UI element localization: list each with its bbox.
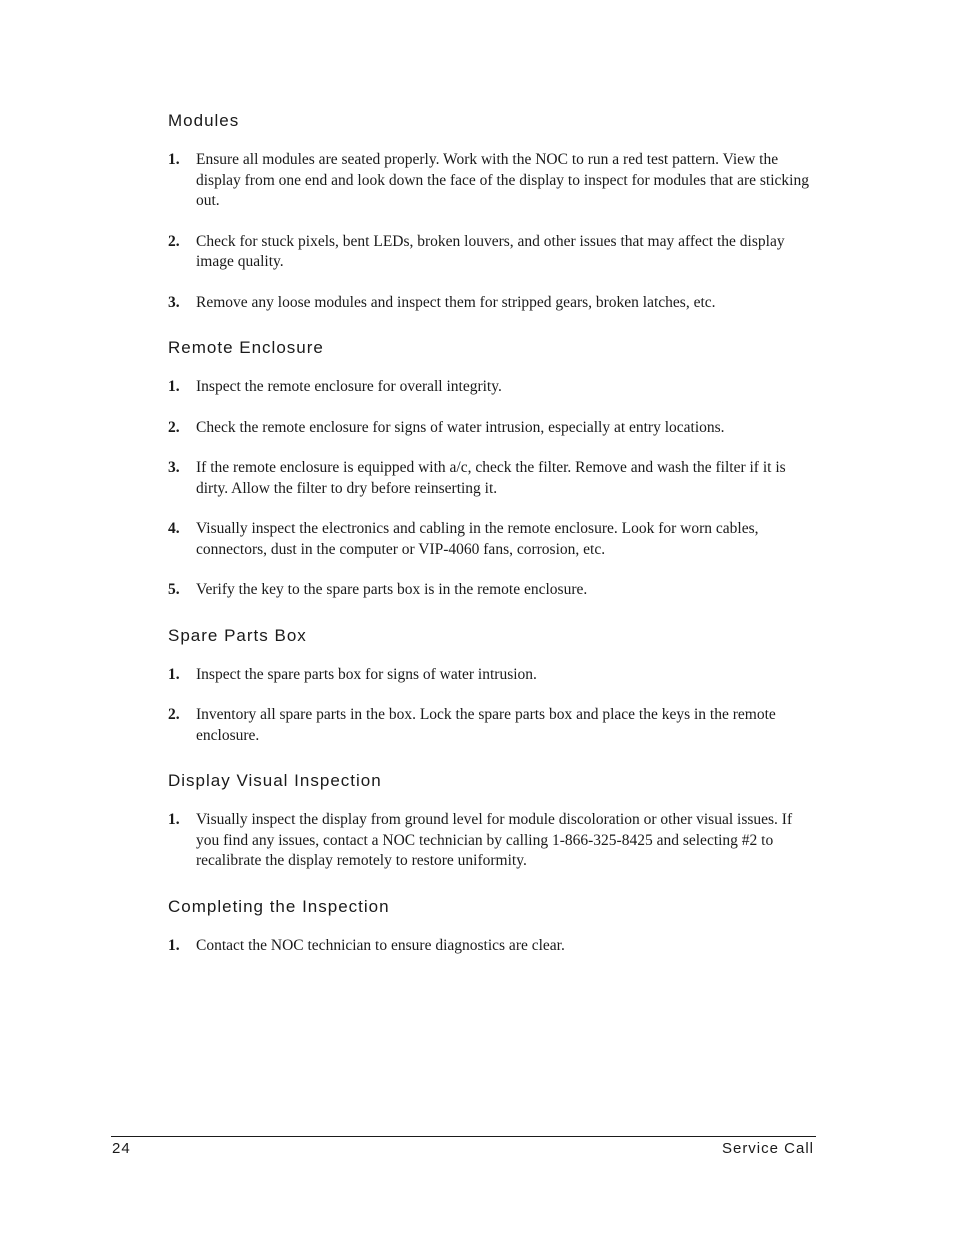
section-heading: Remote Enclosure — [168, 338, 324, 357]
step-item — [168, 705, 818, 746]
step-number: 3. — [168, 459, 180, 476]
step-item — [168, 580, 818, 601]
step-number: 2. — [168, 232, 180, 250]
section-spare-parts-box — [168, 624, 818, 747]
step-text: Verify the key to the spare parts box is in the remote enclosure. — [196, 581, 588, 598]
step-list — [168, 936, 818, 957]
step-item — [168, 458, 818, 499]
step-list — [168, 150, 818, 313]
step-text: Check for stuck pixels, bent LEDs, broken louvers, and other issues that may affect the display image quality. — [196, 232, 785, 270]
step-text: Inspect the spare parts box for signs of water intrusion. — [196, 665, 537, 683]
section-completing-the-inspection — [168, 895, 818, 957]
footer-divider — [111, 1136, 816, 1137]
chapter-title: Service Call — [721, 1140, 814, 1157]
step-number: 1. — [168, 378, 180, 395]
step-list — [168, 810, 818, 872]
step-number: 2. — [168, 706, 180, 723]
step-number: 3. — [168, 293, 180, 311]
step-number: 5. — [168, 581, 180, 598]
section-heading: Display Visual Inspection — [168, 771, 382, 790]
step-item — [168, 293, 818, 314]
step-number: 1. — [168, 665, 180, 683]
step-text: Ensure all modules are seated properly. Work with the NOC to run a red test pattern. View the display from one end and look down the face of the display to inspect for modules that are sticking out. — [196, 151, 809, 209]
step-number: 1. — [168, 151, 180, 168]
step-text: Contact the NOC technician to ensure diagnostics are clear. — [196, 936, 565, 954]
step-item — [168, 232, 818, 273]
step-number: 1. — [168, 936, 180, 954]
step-item — [168, 936, 818, 957]
step-list — [168, 377, 818, 601]
step-item — [168, 519, 818, 560]
step-number: 4. — [168, 520, 180, 537]
step-text: Inventory all spare parts in the box. Lock the spare parts box and place the keys in the remote enclosure. — [196, 706, 776, 744]
section-modules — [168, 109, 818, 313]
step-item — [168, 418, 818, 439]
step-item — [168, 150, 818, 212]
step-text: Inspect the remote enclosure for overall integrity. — [196, 378, 502, 395]
step-item — [168, 665, 818, 686]
section-remote-enclosure — [168, 336, 818, 601]
step-text: Check the remote enclosure for signs of water intrusion, especially at entry locations. — [196, 418, 725, 436]
step-list — [168, 665, 818, 747]
page-number: 24 — [112, 1140, 131, 1157]
section-heading: Modules — [168, 111, 240, 130]
step-text: Visually inspect the display from ground level for module discoloration or other visual issues. If you find any issues, contact a NOC technician by calling 1-866-325-8425 and selecting #2 to recalibrate the display remotely to restore uniformity. — [196, 811, 793, 869]
step-text: If the remote enclosure is equipped with a/c, check the filter. Remove and wash the filter if it is dirty. Allow the filter to dry before reinserting it. — [196, 459, 786, 497]
page-content — [168, 109, 818, 979]
step-item — [168, 810, 818, 872]
step-text: Remove any loose modules and inspect them for stripped gears, broken latches, etc. — [196, 293, 716, 311]
section-heading: Spare Parts Box — [168, 625, 307, 645]
step-number: 1. — [168, 811, 180, 828]
step-item — [168, 377, 818, 398]
step-number: 2. — [168, 418, 180, 436]
step-text: Visually inspect the electronics and cabling in the remote enclosure. Look for worn cables, connectors, dust in the computer or VIP-4060 fans, corrosion, etc. — [196, 520, 759, 558]
section-display-visual-inspection — [168, 769, 818, 872]
section-heading: Completing the Inspection — [168, 896, 390, 916]
